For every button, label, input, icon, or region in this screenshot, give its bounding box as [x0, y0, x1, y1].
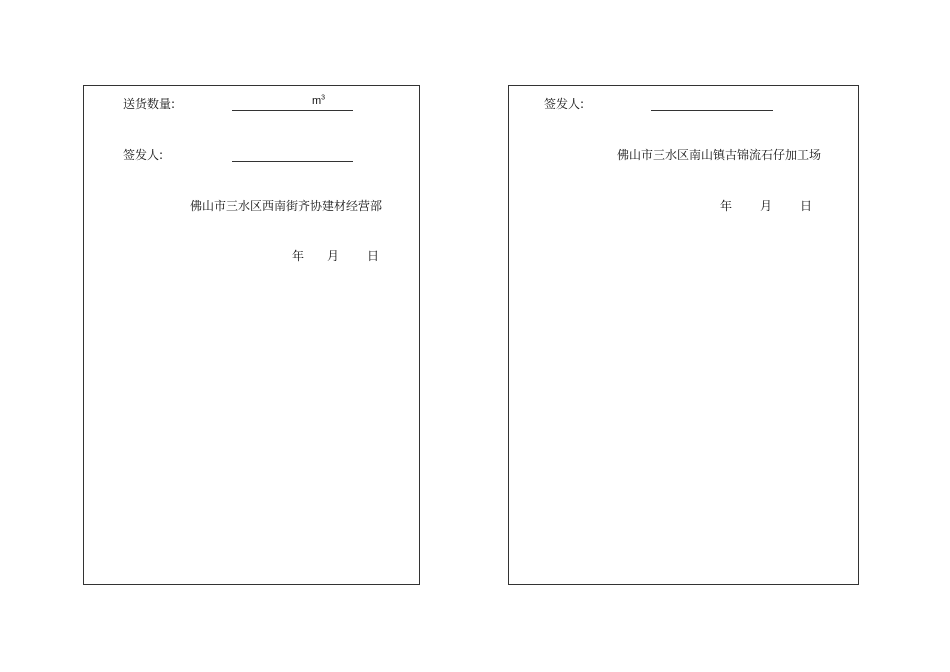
signer-underline	[651, 110, 773, 111]
unit-exponent: 3	[321, 94, 326, 102]
date-month: 月	[760, 199, 773, 213]
organization-name: 佛山市三水区西南街齐协建材经营部	[190, 199, 383, 213]
left-form-panel	[83, 85, 420, 585]
date-day: 日	[367, 249, 380, 263]
date-year: 年	[720, 199, 733, 213]
quantity-underline	[232, 110, 353, 111]
unit-base: m	[312, 95, 322, 107]
quantity-unit	[312, 95, 325, 107]
right-form-panel	[508, 85, 859, 585]
date-month: 月	[327, 249, 340, 263]
date-day: 日	[800, 199, 813, 213]
date-year: 年	[292, 249, 305, 263]
signer-underline	[232, 161, 353, 162]
quantity-label: 送货数量:	[123, 97, 176, 111]
organization-name: 佛山市三水区南山镇古锦流石仔加工场	[617, 148, 822, 162]
signer-label: 签发人:	[123, 148, 164, 162]
signer-label: 签发人:	[544, 97, 585, 111]
